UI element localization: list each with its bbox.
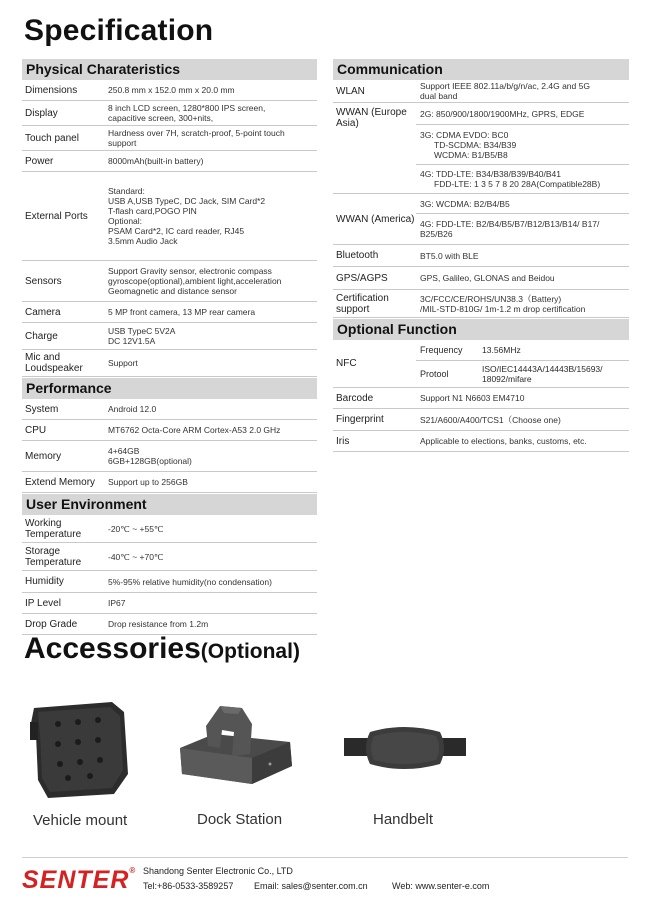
spec-row-charge [22,323,317,350]
spec-value-line: TD-SCDMA: B34/B39 [434,139,517,150]
spec-value [104,515,317,542]
spec-value [104,399,317,419]
spec-value-line: gyroscope(optional),ambient light,acceleration [108,276,282,286]
spec-value-line: 3G: WCDMA: B2/B4/B5 [420,198,510,209]
spec-key: Charge [25,330,58,342]
senter-logo [22,866,136,895]
spec-value [104,323,317,349]
spec-row-working-temperature [22,515,317,543]
spec-key: Sensors [25,275,62,287]
spec-subrows [416,194,629,244]
spec-row-barcode [333,388,629,409]
spec-key: Certification support [336,292,389,315]
spec-value [104,302,317,322]
spec-value-line: support [108,138,137,148]
spec-key: Camera [25,306,61,318]
spec-key: Storage Temperature [25,545,82,568]
nfc-subvalue: ISO/IEC14443A/14443B/15693/ 18092/mifare [482,364,603,384]
spec-value-line: S21/A600/A400/TCS1（Choose one) [420,414,561,425]
spec-value [104,441,317,471]
nfc-subrow [416,340,629,361]
spec-value-line: Geomagnetic and distance sensor [108,286,237,296]
spec-row-humidity [22,571,317,593]
spec-row-sensors [22,261,317,302]
spec-value-line: capacitive screen, 300+nits, [108,113,214,123]
spec-row-wlan [333,80,629,103]
spec-value-line: IP67 [108,598,126,608]
handbelt-image [344,726,466,770]
spec-row-wwan-europe-asia [333,103,629,194]
spec-value [104,543,317,570]
spec-key: Extend Memory [25,476,96,488]
spec-value-line: 3G: CDMA EVDO: BC0 [420,129,509,140]
spec-value-line: BT5.0 with BLE [420,250,479,261]
spec-value [104,126,317,150]
logo-text: SENTER [22,866,130,894]
spec-row-fingerprint [333,409,629,431]
spec-subrow [416,194,629,214]
spec-value-line: /MIL-STD-810G/ 1m-1.2 m drop certification [420,303,586,314]
spec-subrows [416,103,629,193]
logo-registered-mark: ® [129,866,137,875]
accessories-title [24,632,300,666]
spec-key: Bluetooth [336,250,379,261]
spec-row-storage-temperature [22,543,317,571]
spec-value-line: GPS, Galileo, GLONAS and Beidou [420,273,555,283]
spec-value-line: 5%-95% relative humidity(no condensation) [108,576,272,587]
spec-key: System [25,403,59,415]
spec-key: Dimensions [25,84,78,96]
spec-row-external-ports [22,172,317,261]
spec-key: Mic and Loudspeaker [25,352,83,374]
spec-value-line: T-flash card,POGO PIN [108,206,197,216]
spec-value-line: Android 12.0 [108,404,157,414]
spec-key: Power [25,155,54,167]
spec-value [104,350,317,376]
spec-value [104,101,317,125]
spec-value-line: Support Gravity sensor, electronic compass [108,266,272,276]
nfc-subrow [416,361,629,387]
spec-subrow [416,214,629,244]
spec-value-line: 3C/FCC/CE/ROHS/UN38.3（Battery) [420,293,562,304]
spec-key: Display [25,107,58,119]
footer-email[interactable]: Email: sales@senter.com.cn [254,881,368,891]
spec-value-line: Support IEEE 802.11a/b/g/n/ac, 2.4G and 5G [420,81,590,91]
spec-value-line: 2G: 850/900/1800/1900MHz, GPRS, EDGE [420,108,585,119]
spec-value-line: dual band [420,91,458,101]
dock-station-label: Dock Station [197,811,283,828]
footer-tel: Tel:+86-0533-3589257 [143,881,234,891]
spec-key: Working Temperature [25,517,82,540]
left-spec-column [22,58,317,635]
spec-row-camera [22,302,317,323]
dock-station-image [178,704,296,786]
section-heading-user-environment: User Environment [22,494,317,515]
spec-value-line: WCDMA: B1/B5/B8 [434,149,508,160]
spec-value-line: Applicable to elections, banks, customs, etc. [420,436,587,446]
spec-row-extend-memory [22,472,317,493]
spec-value [104,261,317,301]
spec-value-line: Support up to 256GB [108,477,188,487]
accessories-title-main: Accessories [24,632,201,665]
footer-divider [22,857,628,858]
spec-value [416,388,629,408]
spec-row-mic-and-loudspeaker [22,350,317,377]
spec-key: CPU [25,424,47,436]
section-heading-communication: Communication [333,59,629,80]
spec-key: WLAN [336,85,365,97]
spec-row-touch-panel [22,126,317,151]
spec-value-line: Support [108,358,138,368]
spec-subrows [416,340,629,387]
spec-value-line: -40℃ ~ +70℃ [108,551,164,562]
spec-row-cpu [22,420,317,441]
spec-value-line: FDD-LTE: 1 3 5 7 8 20 28A(Compatible28B) [434,179,601,189]
spec-value-line: PSAM Card*2, IC card reader, RJ45 [108,226,245,236]
spec-value [416,409,629,430]
page-title: Specification [24,14,214,47]
spec-key: Humidity [25,576,64,587]
spec-value-line: 5 MP front camera, 13 MP rear camera [108,307,256,317]
spec-value-line: Support N1 N6603 EM4710 [420,393,525,403]
nfc-subkey: Frequency [420,345,463,355]
spec-key: Drop Grade [25,618,78,630]
spec-row-wwan-america [333,194,629,245]
spec-value-line: 8 inch LCD screen, 1280*800 IPS screen, [108,103,266,113]
spec-value [104,472,317,492]
spec-value-line: 4+64GB [108,446,140,456]
spec-value [104,80,317,100]
footer-company: Shandong Senter Electronic Co., LTD [143,866,293,876]
spec-key: NFC [336,358,357,369]
spec-row-nfc [333,340,629,388]
spec-row-dimensions [22,80,317,101]
right-spec-column [333,58,629,452]
spec-value-line: DC 12V1.5A [108,336,156,346]
spec-key: Iris [336,435,350,447]
spec-row-system [22,399,317,420]
vehicle-mount-image [28,698,132,802]
spec-key: Fingerprint [336,414,384,425]
footer-web[interactable]: Web: www.senter-e.com [392,881,490,891]
spec-key: WWAN (Europe Asia) [336,107,407,129]
handbelt-label: Handbelt [373,811,434,828]
spec-row-ip-level [22,593,317,614]
spec-row-power [22,151,317,172]
spec-row-certification-support [333,290,629,318]
spec-key: WWAN (America) [336,213,415,225]
spec-subrow [416,165,629,193]
spec-value [416,290,629,317]
spec-value-line: -20℃ ~ +55℃ [108,523,164,534]
spec-subrow [416,103,629,125]
spec-key: External Ports [25,210,88,222]
spec-value [104,172,317,260]
accessories-title-sub: (Optional) [200,640,300,663]
section-heading-performance: Performance [22,378,317,399]
spec-subrow [416,125,629,165]
spec-value-line: 4G: FDD-LTE: B2/B4/B5/B7/B12/B13/B14/ B17/ [420,219,600,229]
spec-key: Memory [25,450,62,462]
spec-value [416,80,629,102]
section-heading-optional-function: Optional Function [333,319,629,340]
section-heading-physical-charateristics: Physical Charateristics [22,59,317,80]
spec-value [416,431,629,451]
spec-value-line: Standard: [108,186,145,196]
spec-value-line: 4G: TDD-LTE: B34/B38/B39/B40/B41 [420,169,561,179]
spec-value [104,151,317,171]
spec-value-line: 250.8 mm x 152.0 mm x 20.0 mm [108,85,235,95]
spec-value [104,593,317,613]
spec-value-line: USB A,USB TypeC, DC Jack, SIM Card*2 [108,196,266,206]
spec-value-line: Optional: [108,216,143,226]
spec-value [416,245,629,266]
spec-key: GPS/AGPS [336,272,388,284]
spec-key: Barcode [336,392,374,404]
nfc-subvalue: 13.56MHz [482,345,521,355]
spec-row-memory [22,441,317,472]
spec-value-line: Drop resistance from 1.2m [108,619,209,629]
spec-value-line: 3.5mm Audio Jack [108,236,178,246]
spec-value [416,267,629,289]
spec-value-line: MT6762 Octa-Core ARM Cortex-A53 2.0 GHz [108,425,281,435]
spec-value-line: 8000mAh(built-in battery) [108,156,204,166]
spec-value [104,614,317,634]
spec-value-line: 6GB+128GB(optional) [108,456,192,466]
spec-row-iris [333,431,629,452]
spec-row-bluetooth [333,245,629,267]
spec-value-line: USB TypeC 5V2A [108,326,176,336]
spec-row-gps-agps [333,267,629,290]
spec-value-line: Hardness over 7H, scratch-proof, 5-point touch [108,128,285,138]
spec-key: IP Level [25,597,61,609]
spec-row-display [22,101,317,126]
spec-key: Touch panel [25,132,79,144]
spec-value [104,571,317,592]
vehicle-mount-label: Vehicle mount [33,812,128,829]
spec-value-line: B25/B26 [420,229,453,239]
spec-value [104,420,317,440]
nfc-subkey: Protool [420,369,449,379]
